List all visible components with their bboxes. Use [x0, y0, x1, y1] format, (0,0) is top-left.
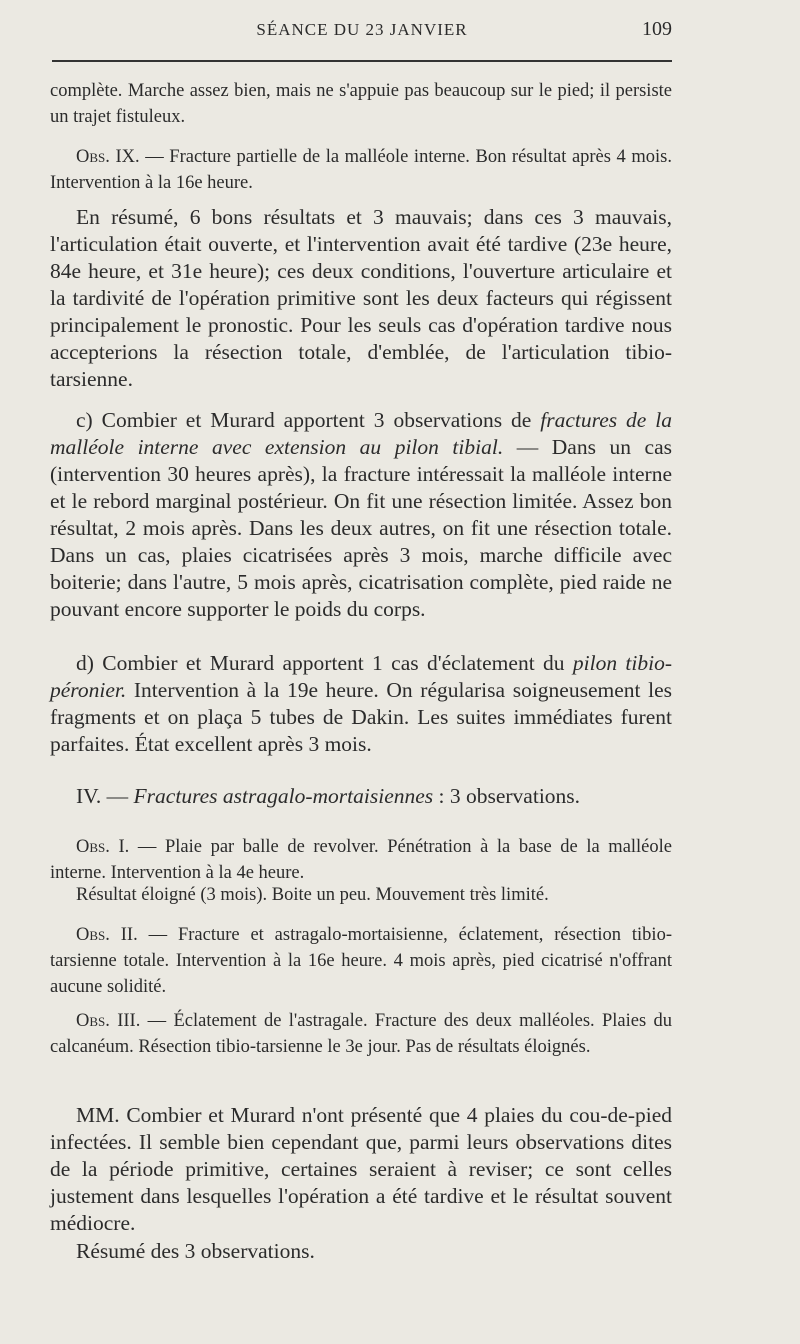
running-title: SÉANCE DU 23 JANVIER: [256, 20, 468, 39]
page-header: [52, 14, 672, 48]
paragraph-c-italic: fractures de la malléole interne avec extension au pilon tibial.: [50, 408, 672, 459]
section-iv-suffix: : 3 observations.: [433, 784, 581, 808]
obs-ix-text: — Fracture partielle de la malléole interne. Bon résultat après 4 mois. Intervention à la 16e heure.: [50, 147, 672, 193]
obs-ix: [50, 144, 672, 196]
obs-iii-text: — Éclatement de l'astragale. Fracture des deux malléoles. Plaies du calcanéum. Résection tibio-tarsienne le 3e jour. Pas de résultats éloignés.: [50, 1011, 673, 1057]
page-number: 109: [642, 18, 672, 40]
summary-paragraph: En résumé, 6 bons résultats et 3 mauvais; dans ces 3 mauvais, l'articulation était ouverte, et l'intervention avait été tardive (23e heure, 84e heure, et 31e heure); ces deux conditions, l'ouverture articulaire et la tardivité de l'opération primitive sont les deux facteurs qui régissent principalement le pronostic. Pour les seuls cas d'opération tardive nous accepterions la résection totale, d'emblée, de l'articulation tibio-tarsienne.: [50, 205, 672, 391]
paragraph-d: [50, 650, 672, 758]
section-iv-heading: [50, 784, 672, 809]
section-iv-prefix: IV. —: [76, 784, 134, 808]
paragraph-c-text: — Dans un cas (intervention 30 heures après), la fracture intéressait la malléole interne et le rebord marginal postérieur. On fit une résection limitée. Assez bon résultat, 2 mois après. Dans les deux autres, on fit une résection totale. Dans un cas, plaies cicatrisées après 3 mois, marche difficile avec boiterie; dans l'autre, 5 mois après, cicatrisation complète, pied raide ne pouvant encore supporter le poids du corps.: [50, 435, 672, 621]
paragraph-c: [50, 407, 672, 623]
obs-i: [50, 834, 672, 886]
paragraph-resume: Résumé des 3 observations.: [76, 1239, 315, 1263]
paragraph-mm: MM. Combier et Murard n'ont présenté que 4 plaies du cou-de-pied infectées. Il semble bien cependant que, parmi leurs observations dites de la période primitive, certaines seraient à reviser; ce sont celles justement dans lesquelles l'opération a été tardive et le résultat souvent médiocre.: [50, 1103, 672, 1235]
section-iv-italic: Fractures astragalo-mortaisiennes: [133, 784, 434, 808]
obs-ii: [50, 922, 672, 1000]
paragraph-continuation: complète. Marche assez bien, mais ne s'appuie pas beaucoup sur le pied; il persiste un trajet fistuleux.: [50, 81, 672, 127]
obs-i-result: Résultat éloigné (3 mois). Boite un peu. Mouvement très limité.: [76, 885, 549, 905]
paragraph-d-text: Intervention à la 19e heure. On régularisa soigneusement les fragments et on plaça 5 tubes de Dakin. Les suites immédiates furent parfaites. État excellent après 3 mois.: [50, 678, 672, 756]
obs-ix-label: Obs. IX.: [76, 147, 140, 167]
paragraph-d-italic: pilon tibio-péronier.: [50, 651, 672, 702]
paragraph-c-prefix: c) Combier et Murard apportent 3 observations de: [76, 408, 541, 432]
obs-ii-text: — Fracture et astragalo-mortaisienne, éclatement, résection tibio-tarsienne totale. Intervention à la 16e heure. 4 mois après, pied cicatrisé n'offrant aucune solidité.: [50, 925, 672, 997]
obs-iii: [50, 1008, 672, 1060]
paragraph-d-prefix: d) Combier et Murard apportent 1 cas d'éclatement du: [76, 651, 573, 675]
obs-iii-label: Obs. III.: [76, 1011, 141, 1031]
header-rule: [52, 60, 672, 62]
obs-i-label: Obs. I.: [76, 837, 130, 857]
obs-ii-label: Obs. II.: [76, 925, 138, 945]
obs-i-text: — Plaie par balle de revolver. Pénétration à la base de la malléole interne. Intervention à la 4e heure.: [50, 837, 672, 883]
